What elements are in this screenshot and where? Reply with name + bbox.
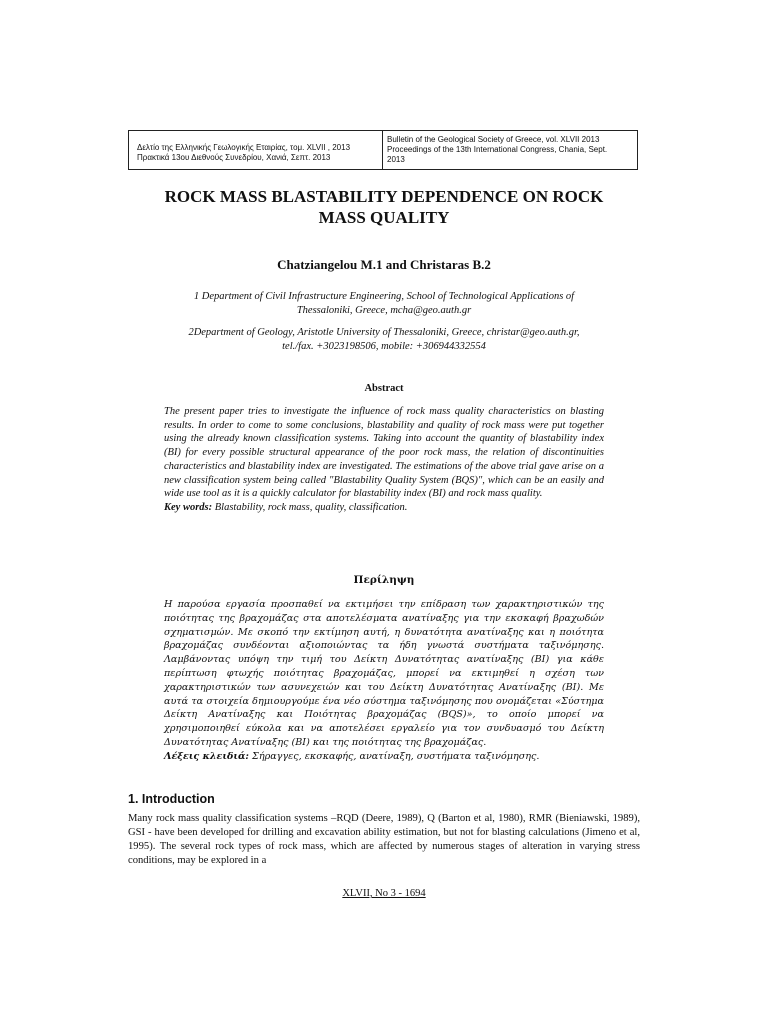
keywords	[164, 501, 604, 515]
page-footer	[120, 888, 648, 899]
affiliation-1-line1: 1 Department of Civil Infrastructure Engineering, School of Technological Applications of	[193, 291, 575, 302]
header-english-line1: Bulletin of the Geological Society of Greece, vol. XLVII 2013	[387, 135, 600, 144]
greek-keywords-text: Σήραγγες, εκσκαφής, ανατίναξη, συστήματα ταξινόμησης.	[248, 750, 540, 762]
header-english-line2: Proceedings of the 13th International Congress, Chania, Sept.	[387, 145, 608, 154]
header-greek-line2: Πρακτικά 13ου Διεθνούς Συνεδρίου, Χανιά, Σεπτ. 2013	[137, 153, 331, 162]
abstract-body	[164, 405, 604, 515]
title-line1: ROCK MASS BLASTABILITY DEPENDENCE ON ROCK	[164, 187, 604, 206]
introduction-text: Many rock mass quality classification systems –RQD (Deere, 1989), Q (Barton et al, 1980), RMR (Bieniawski, 1989), GSI - have been developed for drilling and excavation ability estimation, but not for blasting calculations (Jimeno et al, 1995). The several rock types of rock mass, which are affected by numerous stages of alteration in varying stress conditions, may be explored in a	[128, 813, 640, 866]
authors: Chatziangelou M.1 and Christaras B.2	[277, 257, 491, 272]
greek-abstract-heading: Περίληψη	[353, 574, 415, 586]
greek-abstract-body	[164, 598, 604, 764]
header-divider	[382, 131, 383, 169]
greek-keywords-label: Λέξεις κλειδιά:	[164, 750, 249, 762]
journal-header	[128, 130, 638, 170]
greek-keywords	[164, 750, 604, 764]
header-english-line3: 2013	[387, 155, 405, 164]
affiliation-1	[128, 290, 640, 318]
keywords-text: Blastability, rock mass, quality, classification.	[212, 501, 408, 513]
affiliation-1-line2: Thessaloniki, Greece, mcha@geo.auth.gr	[296, 305, 472, 316]
footer-text: XLVII, No 3 - 1694	[342, 888, 426, 899]
affiliation-2	[128, 326, 640, 354]
header-greek	[137, 143, 381, 163]
section-heading: 1. Introduction	[128, 792, 215, 806]
greek-abstract-text: Η παρούσα εργασία προσπαθεί να εκτιμήσει την επίδραση των χαρακτηριστικών της ποιότητας της βραχομάζας στα αποτελέσματα ανατίναξης για την εκσκαφή βραχωδών σχηματισμών. Με σκοπό την εκτίμηση αυτή, η δυνατότητα ανατίναξης και η ποιότητα βραχομάζας συνδέονται αξιοποιώντας τα ήδη γνωστά συστήματα ταξινόμησης. Λαμβάνοντας υπόψη την τιμή του Δείκτη Δυνατότητας ανατίναξης (BI) για κάθε περίπτωση φτωχής ποιότητας βραχομάζας, μπορεί να εκτιμηθεί η σχέση των χαρακτηριστικών των ασυνεχειών και του Δείκτη Δυνατότητας Ανατίναξης (BI). Με αυτά τα στοιχεία δημιουργούμε ένα νέο σύστημα ταξινόμησης που ονομάζεται «Σύστημα Δείκτη Ανατίναξης και Ποιότητας βραχομάζας (BQS)», το οποίο μπορεί να χρησιμοποιηθεί εύκολα και να αποτελέσει εργαλείο για τον συνδυασμό του Δείκτη Δυνατότητας Ανατίναξης (BI) και της ποιότητας της βραχομάζας.	[164, 599, 604, 748]
title-line2: MASS QUALITY	[318, 208, 450, 227]
affiliation-2-line1: 2Department of Geology, Aristotle University of Thessaloniki, Greece, christar@geo.auth.gr,	[188, 327, 580, 338]
header-greek-line1: Δελτίο της Ελληνικής Γεωλογικής Εταιρίας, τομ. XLVII , 2013	[137, 143, 351, 152]
header-english	[387, 135, 635, 165]
affiliation-2-line2: tel./fax. +3023198506, mobile: +306944332554	[282, 341, 486, 352]
abstract-heading: Abstract	[364, 383, 404, 394]
paper-title	[120, 186, 648, 228]
keywords-label: Key words:	[164, 501, 213, 513]
abstract-text: The present paper tries to investigate the influence of rock mass quality characteristics on blasting results. In order to come to some conclusions, blastability and quality of rock mass were put together using the already known classification systems. Taking into account the quantity of blastability index (BI) for every possible structural appearance of the poor rock mass, the relation of discontinuities characteristics and blastability index are investigated. The estimations of the above trial gave arise on a new classification system being called "Blastability Quality System (BQS)", which can be an easily and wide use tool as it is a quickly calculator for blastability index (BI) and rock mass quality.	[164, 406, 604, 500]
